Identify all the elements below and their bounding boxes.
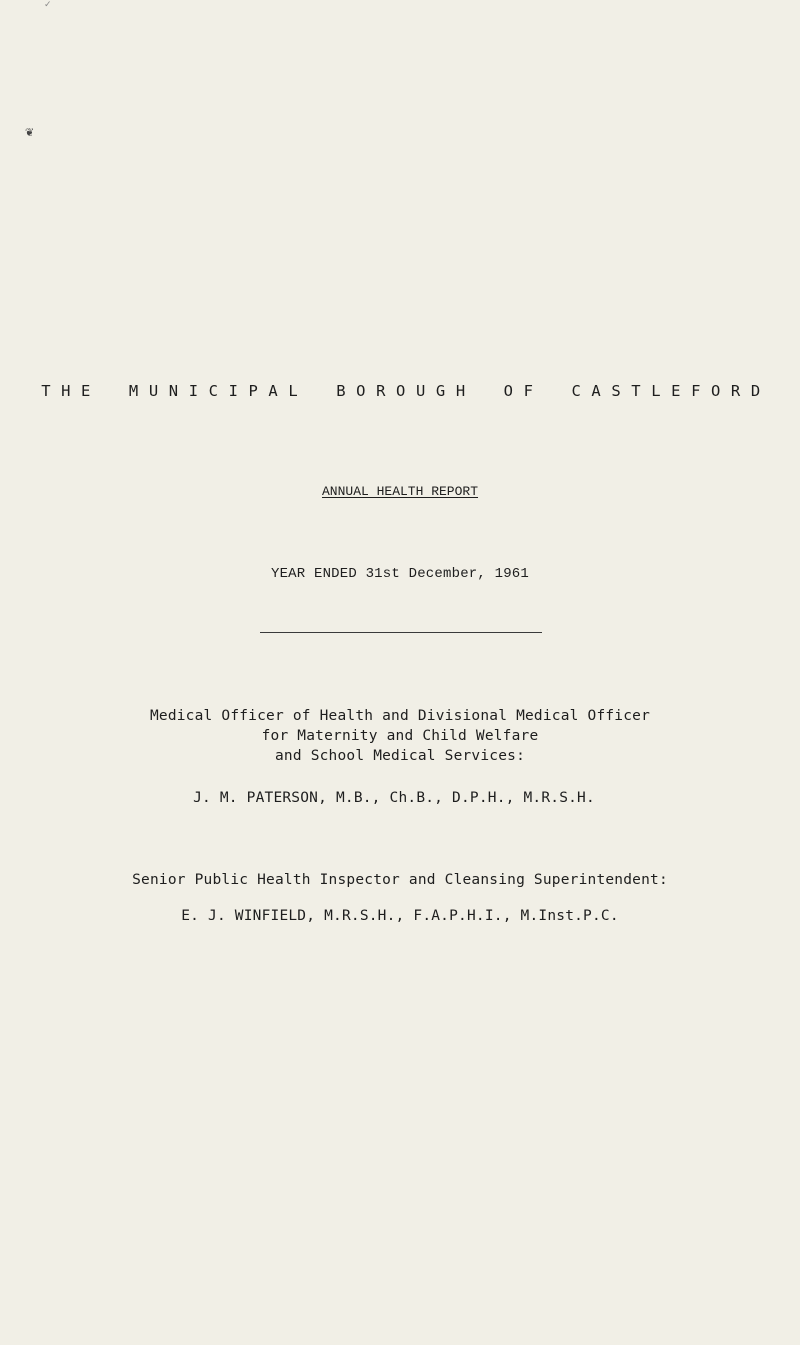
medical-officer-name: J. M. PATERSON, M.B., Ch.B., D.P.H., M.R.S.H. — [193, 790, 595, 806]
pencil-tick-icon: ✓ — [44, 0, 52, 10]
medical-officer-title-line-1: Medical Officer of Health and Divisional Medical Officer — [149, 708, 651, 724]
divider-rule — [260, 632, 542, 633]
report-title: ANNUAL HEALTH REPORT — [321, 484, 479, 499]
year-ended-line: YEAR ENDED 31st December, 1961 — [270, 566, 530, 582]
medical-officer-title-line-2: for Maternity and Child Welfare — [261, 728, 539, 744]
borough-heading: THE MUNICIPAL BOROUGH OF CASTLEFORD — [41, 382, 771, 400]
public-health-inspector-title: Senior Public Health Inspector and Cleansing Superintendent: — [132, 872, 668, 888]
public-health-inspector-name: E. J. WINFIELD, M.R.S.H., F.A.P.H.I., M.Inst.P.C. — [181, 908, 619, 924]
ink-blot-icon: ❦ — [25, 126, 35, 139]
medical-officer-title-line-3: and School Medical Services: — [274, 748, 526, 764]
